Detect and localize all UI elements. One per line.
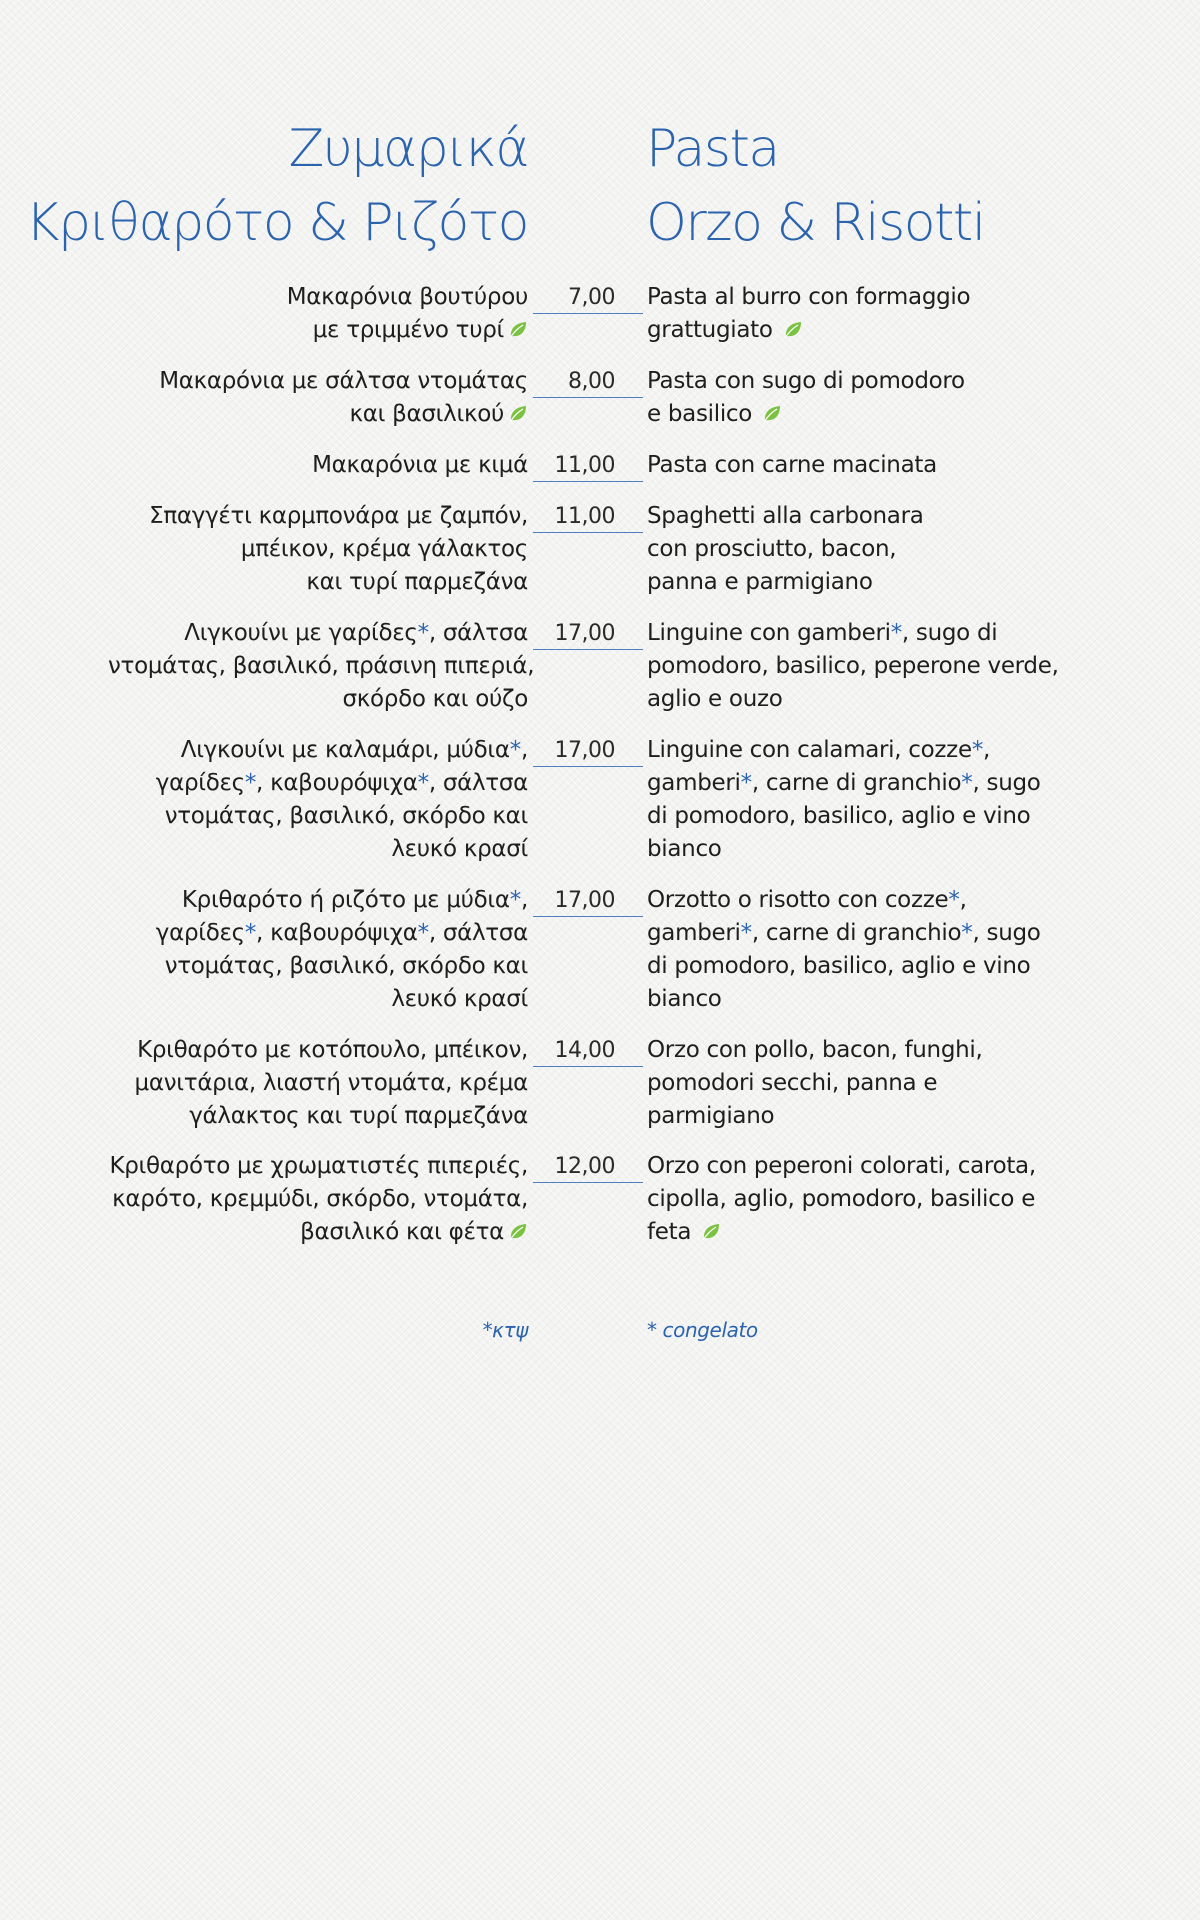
frozen-asterisk: * [961,770,973,796]
description-line: di pomodoro, basilico, aglio e vino [647,953,1031,979]
section-title-italian-line: Pasta [646,119,779,179]
vegetarian-leaf-icon [508,405,528,423]
menu-item-price [533,884,643,917]
menu-item-price [533,1034,643,1067]
section-title-italian [646,112,985,260]
description-line: e basilico [647,398,1067,431]
description-line: σκόρδο και ούζο [342,686,528,712]
description-line: Linguine con gamberi*, sugo di [647,620,998,646]
description-line: Λιγκουίνι με καλαμάρι, μύδια*, [180,737,528,763]
description-line: γαρίδες*, καβουρόψιχα*, σάλτσα [155,770,528,796]
section-title-italian-line: Orzo & Risotti [646,193,985,253]
menu-item-greek-description [108,617,535,716]
description-line: cipolla, aglio, pomodoro, basilico e [647,1186,1036,1212]
description-line: Orzo con peperoni colorati, carota, [647,1153,1036,1179]
description-line: Spaghetti alla carbonara [647,503,924,529]
frozen-asterisk: * [961,920,973,946]
vegetarian-leaf-icon [783,321,803,339]
menu-item-italian-description [647,1150,1067,1249]
menu-item-greek-description [108,281,528,347]
menu-item-price [533,1150,643,1183]
description-line: λευκό κρασί [391,836,528,862]
description-line: Μακαρόνια με κιμά [312,452,528,478]
menu-item-italian-description [647,617,1067,716]
description-line: μανιτάρια, λιαστή ντομάτα, κρέμα [134,1070,528,1096]
menu-item-italian-description [647,281,1067,347]
menu-item-italian-description [647,449,1067,482]
frozen-asterisk: * [417,620,429,646]
menu-item-greek-description [108,449,528,482]
description-line: Orzo con pollo, bacon, funghi, [647,1037,983,1063]
description-line: feta [647,1216,1067,1249]
description-line: Pasta con carne macinata [647,452,937,478]
frozen-asterisk: * [890,620,902,646]
frozen-asterisk: * [509,887,521,913]
price-value: 17,00 [554,738,615,763]
menu-item-italian-description [647,365,1067,431]
menu-item-greek-description [108,365,528,431]
description-line: ντομάτας, βασιλικό, πράσινη πιπεριά, [108,653,535,679]
description-line: bianco [647,836,722,862]
menu-item-price [533,500,643,533]
description-line: Μακαρόνια με σάλτσα ντομάτας [159,368,528,394]
description-line: με τριμμένο τυρί [108,314,528,347]
description-line: parmigiano [647,1103,775,1129]
description-line: Orzotto o risotto con cozze*, [647,887,967,913]
description-line: βασιλικό και φέτα [108,1216,528,1249]
price-value: 11,00 [554,453,615,478]
menu-item-price [533,617,643,650]
price-value: 8,00 [568,369,615,394]
description-line: pomodoro, basilico, peperone verde, [647,653,1059,679]
description-line: Μακαρόνια βουτύρου [286,284,528,310]
menu-item-price [533,449,643,482]
description-line: Κριθαρότο με κοτόπουλο, μπέικον, [137,1037,528,1063]
description-line: Σπαγγέτι καρμπονάρα με ζαμπόν, [149,503,528,529]
description-line: ντομάτας, βασιλικό, σκόρδο και [164,803,528,829]
description-line: Pasta al burro con formaggio [647,284,971,310]
price-value: 7,00 [568,285,615,310]
frozen-asterisk: * [740,920,752,946]
price-value: 17,00 [554,888,615,913]
menu-item-price [533,365,643,398]
description-line: pomodori secchi, panna e [647,1070,938,1096]
vegetarian-leaf-icon [508,1223,528,1241]
description-line: γαρίδες*, καβουρόψιχα*, σάλτσα [155,920,528,946]
menu-item-price [533,281,643,314]
frozen-asterisk: * [740,770,752,796]
frozen-asterisk: * [417,770,429,796]
description-line: bianco [647,986,722,1012]
frozen-asterisk: * [244,920,257,946]
description-line: καρότο, κρεμμύδι, σκόρδο, ντομάτα, [112,1186,528,1212]
menu-item-greek-description [108,1034,528,1133]
description-line: λευκό κρασί [391,986,528,1012]
menu-item-italian-description [647,500,1067,599]
menu-item-greek-description [108,500,528,599]
menu-item-italian-description [647,884,1067,1016]
description-line: grattugiato [647,314,1067,347]
frozen-asterisk: * [244,770,257,796]
frozen-asterisk: * [417,920,429,946]
menu-item-italian-description [647,734,1067,866]
description-line: aglio e ouzo [647,686,783,712]
description-line: και τυρί παρμεζάνα [306,569,528,595]
description-line: Pasta con sugo di pomodoro [647,368,965,394]
description-line: μπέικον, κρέμα γάλακτος [240,536,528,562]
description-line: Λιγκουίνι με γαρίδες*, σάλτσα [184,620,528,646]
footnote-italian: * congelato [647,1318,758,1342]
section-title-greek-line: Κριθαρότο & Ριζότο [25,193,528,253]
vegetarian-leaf-icon [701,1223,721,1241]
menu-item-italian-description [647,1034,1067,1133]
section-title-greek-line: Ζυμαρικά [288,119,528,179]
description-line: gamberi*, carne di granchio*, sugo [647,770,1041,796]
menu-item-price [533,734,643,767]
description-line: ντομάτας, βασιλικό, σκόρδο και [164,953,528,979]
description-line: γάλακτος και τυρί παρμεζάνα [189,1103,528,1129]
section-title-greek [25,112,528,260]
description-line: di pomodoro, basilico, aglio e vino [647,803,1031,829]
description-line: Linguine con calamari, cozze*, [647,737,991,763]
description-line: και βασιλικού [108,398,528,431]
footnote-greek: *κτψ [482,1318,528,1342]
vegetarian-leaf-icon [762,405,782,423]
frozen-asterisk: * [948,887,960,913]
description-line: gamberi*, carne di granchio*, sugo [647,920,1041,946]
frozen-asterisk: * [971,737,984,763]
description-line: Κριθαρότο ή ριζότο με μύδια*, [181,887,528,913]
description-line: panna e parmigiano [647,569,873,595]
menu-item-greek-description [108,1150,528,1249]
menu-item-greek-description [108,734,528,866]
description-line: con prosciutto, bacon, [647,536,897,562]
price-value: 17,00 [554,621,615,646]
frozen-asterisk: * [509,737,521,763]
description-line: Κριθαρότο με χρωματιστές πιπεριές, [109,1153,528,1179]
vegetarian-leaf-icon [508,321,528,339]
price-value: 14,00 [554,1038,615,1063]
price-value: 11,00 [554,504,615,529]
price-value: 12,00 [554,1154,615,1179]
menu-item-greek-description [108,884,528,1016]
